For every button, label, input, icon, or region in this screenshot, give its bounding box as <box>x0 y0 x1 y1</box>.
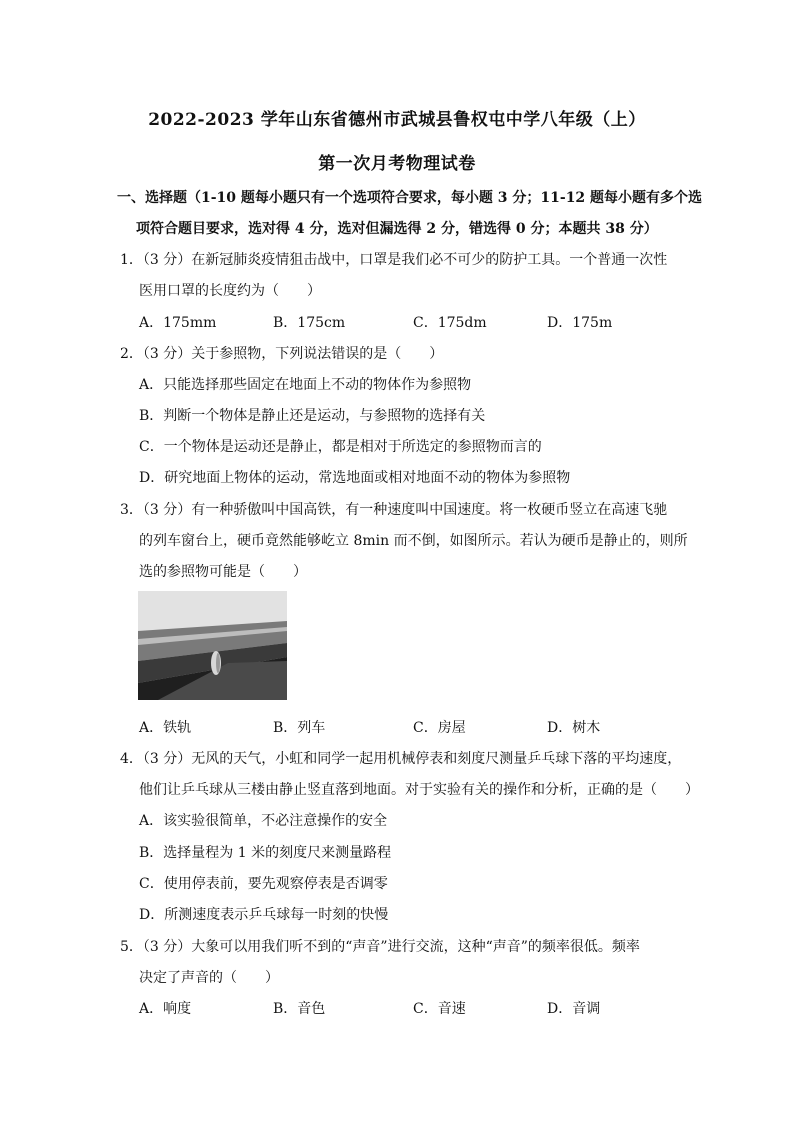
question-1-option-d[interactable]: D．175m <box>547 315 613 331</box>
question-2-option-b[interactable]: B．判断一个物体是静止还是运动，与参照物的选择有关 <box>139 408 486 424</box>
question-4-text-line-1: 4．（3 分）无风的天气，小虹和同学一起用机械停表和刻度尺测量乒乓球下落的平均速度， <box>120 751 682 767</box>
section-heading-line-2: 项符合题目要求，选对得 4 分，选对但漏选得 2 分，错选得 0 分；本题共 38 分） <box>136 221 658 237</box>
question-4-text-line-2: 他们让乒乓球从三楼由静止竖直落到地面。对于实验有关的操作和分析，正确的是（ ） <box>139 782 699 798</box>
question-4-option-b[interactable]: B．选择量程为 1 米的刻度尺来测量路程 <box>139 845 392 861</box>
question-3-text-line-3: 选的参照物可能是（ ） <box>139 564 307 580</box>
section-heading-line-1: 一、选择题（1-10 题每小题只有一个选项符合要求，每小题 3 分；11-12 题每小题有多个选 <box>117 190 703 206</box>
train-window-coin-photo <box>138 591 287 700</box>
question-5-option-c[interactable]: C．音速 <box>413 1001 466 1017</box>
question-3-option-a[interactable]: A．铁轨 <box>139 720 192 736</box>
question-5-option-a[interactable]: A．响度 <box>139 1001 192 1017</box>
title-line-1: 2022-2023 学年山东省德州市武城县鲁权屯中学八年级（上） <box>148 110 646 130</box>
question-5-text-line-1: 5．（3 分）大象可以用我们听不到的“声音”进行交流，这种“声音”的频率很低。频率 <box>120 939 640 955</box>
question-3-option-b[interactable]: B．列车 <box>273 720 326 736</box>
question-1-option-b[interactable]: B．175cm <box>273 315 346 331</box>
title-line-2: 第一次月考物理试卷 <box>318 154 476 174</box>
photo-illustration <box>138 591 287 700</box>
question-4-option-c[interactable]: C．使用停表前，要先观察停表是否调零 <box>139 876 388 892</box>
question-3-option-d[interactable]: D．树木 <box>547 720 601 736</box>
question-5-option-b[interactable]: B．音色 <box>273 1001 326 1017</box>
question-4-option-d[interactable]: D．所测速度表示乒乓球每一时刻的快慢 <box>139 907 389 923</box>
question-2-option-a[interactable]: A．只能选择那些固定在地面上不动的物体作为参照物 <box>139 377 472 393</box>
question-2-option-d[interactable]: D．研究地面上物体的运动，常选地面或相对地面不动的物体为参照物 <box>139 470 571 486</box>
question-3-option-c[interactable]: C．房屋 <box>413 720 466 736</box>
question-2-option-c[interactable]: C．一个物体是运动还是静止，都是相对于所选定的参照物而言的 <box>139 439 542 455</box>
question-1-option-a[interactable]: A．175mm <box>139 315 217 331</box>
question-1-text-line-1: 1．（3 分）在新冠肺炎疫情狙击战中，口罩是我们必不可少的防护工具。一个普通一次性 <box>120 252 668 268</box>
question-4-option-a[interactable]: A．该实验很简单，不必注意操作的安全 <box>139 813 388 829</box>
question-5-option-d[interactable]: D．音调 <box>547 1001 601 1017</box>
question-1-text-line-2: 医用口罩的长度约为（ ） <box>139 283 321 299</box>
question-1-option-c[interactable]: C．175dm <box>413 315 487 331</box>
question-3-text-line-1: 3．（3 分）有一种骄傲叫中国高铁，有一种速度叫中国速度。将一枚硬币竖立在高速飞驰 <box>120 502 668 518</box>
question-2-text-line-1: 2．（3 分）关于参照物，下列说法错误的是（ ） <box>120 346 444 362</box>
question-5-text-line-2: 决定了声音的（ ） <box>139 970 279 986</box>
question-3-text-line-2: 的列车窗台上，硬币竟然能够屹立 8min 而不倒，如图所示。若认为硬币是静止的，则所 <box>139 533 688 549</box>
